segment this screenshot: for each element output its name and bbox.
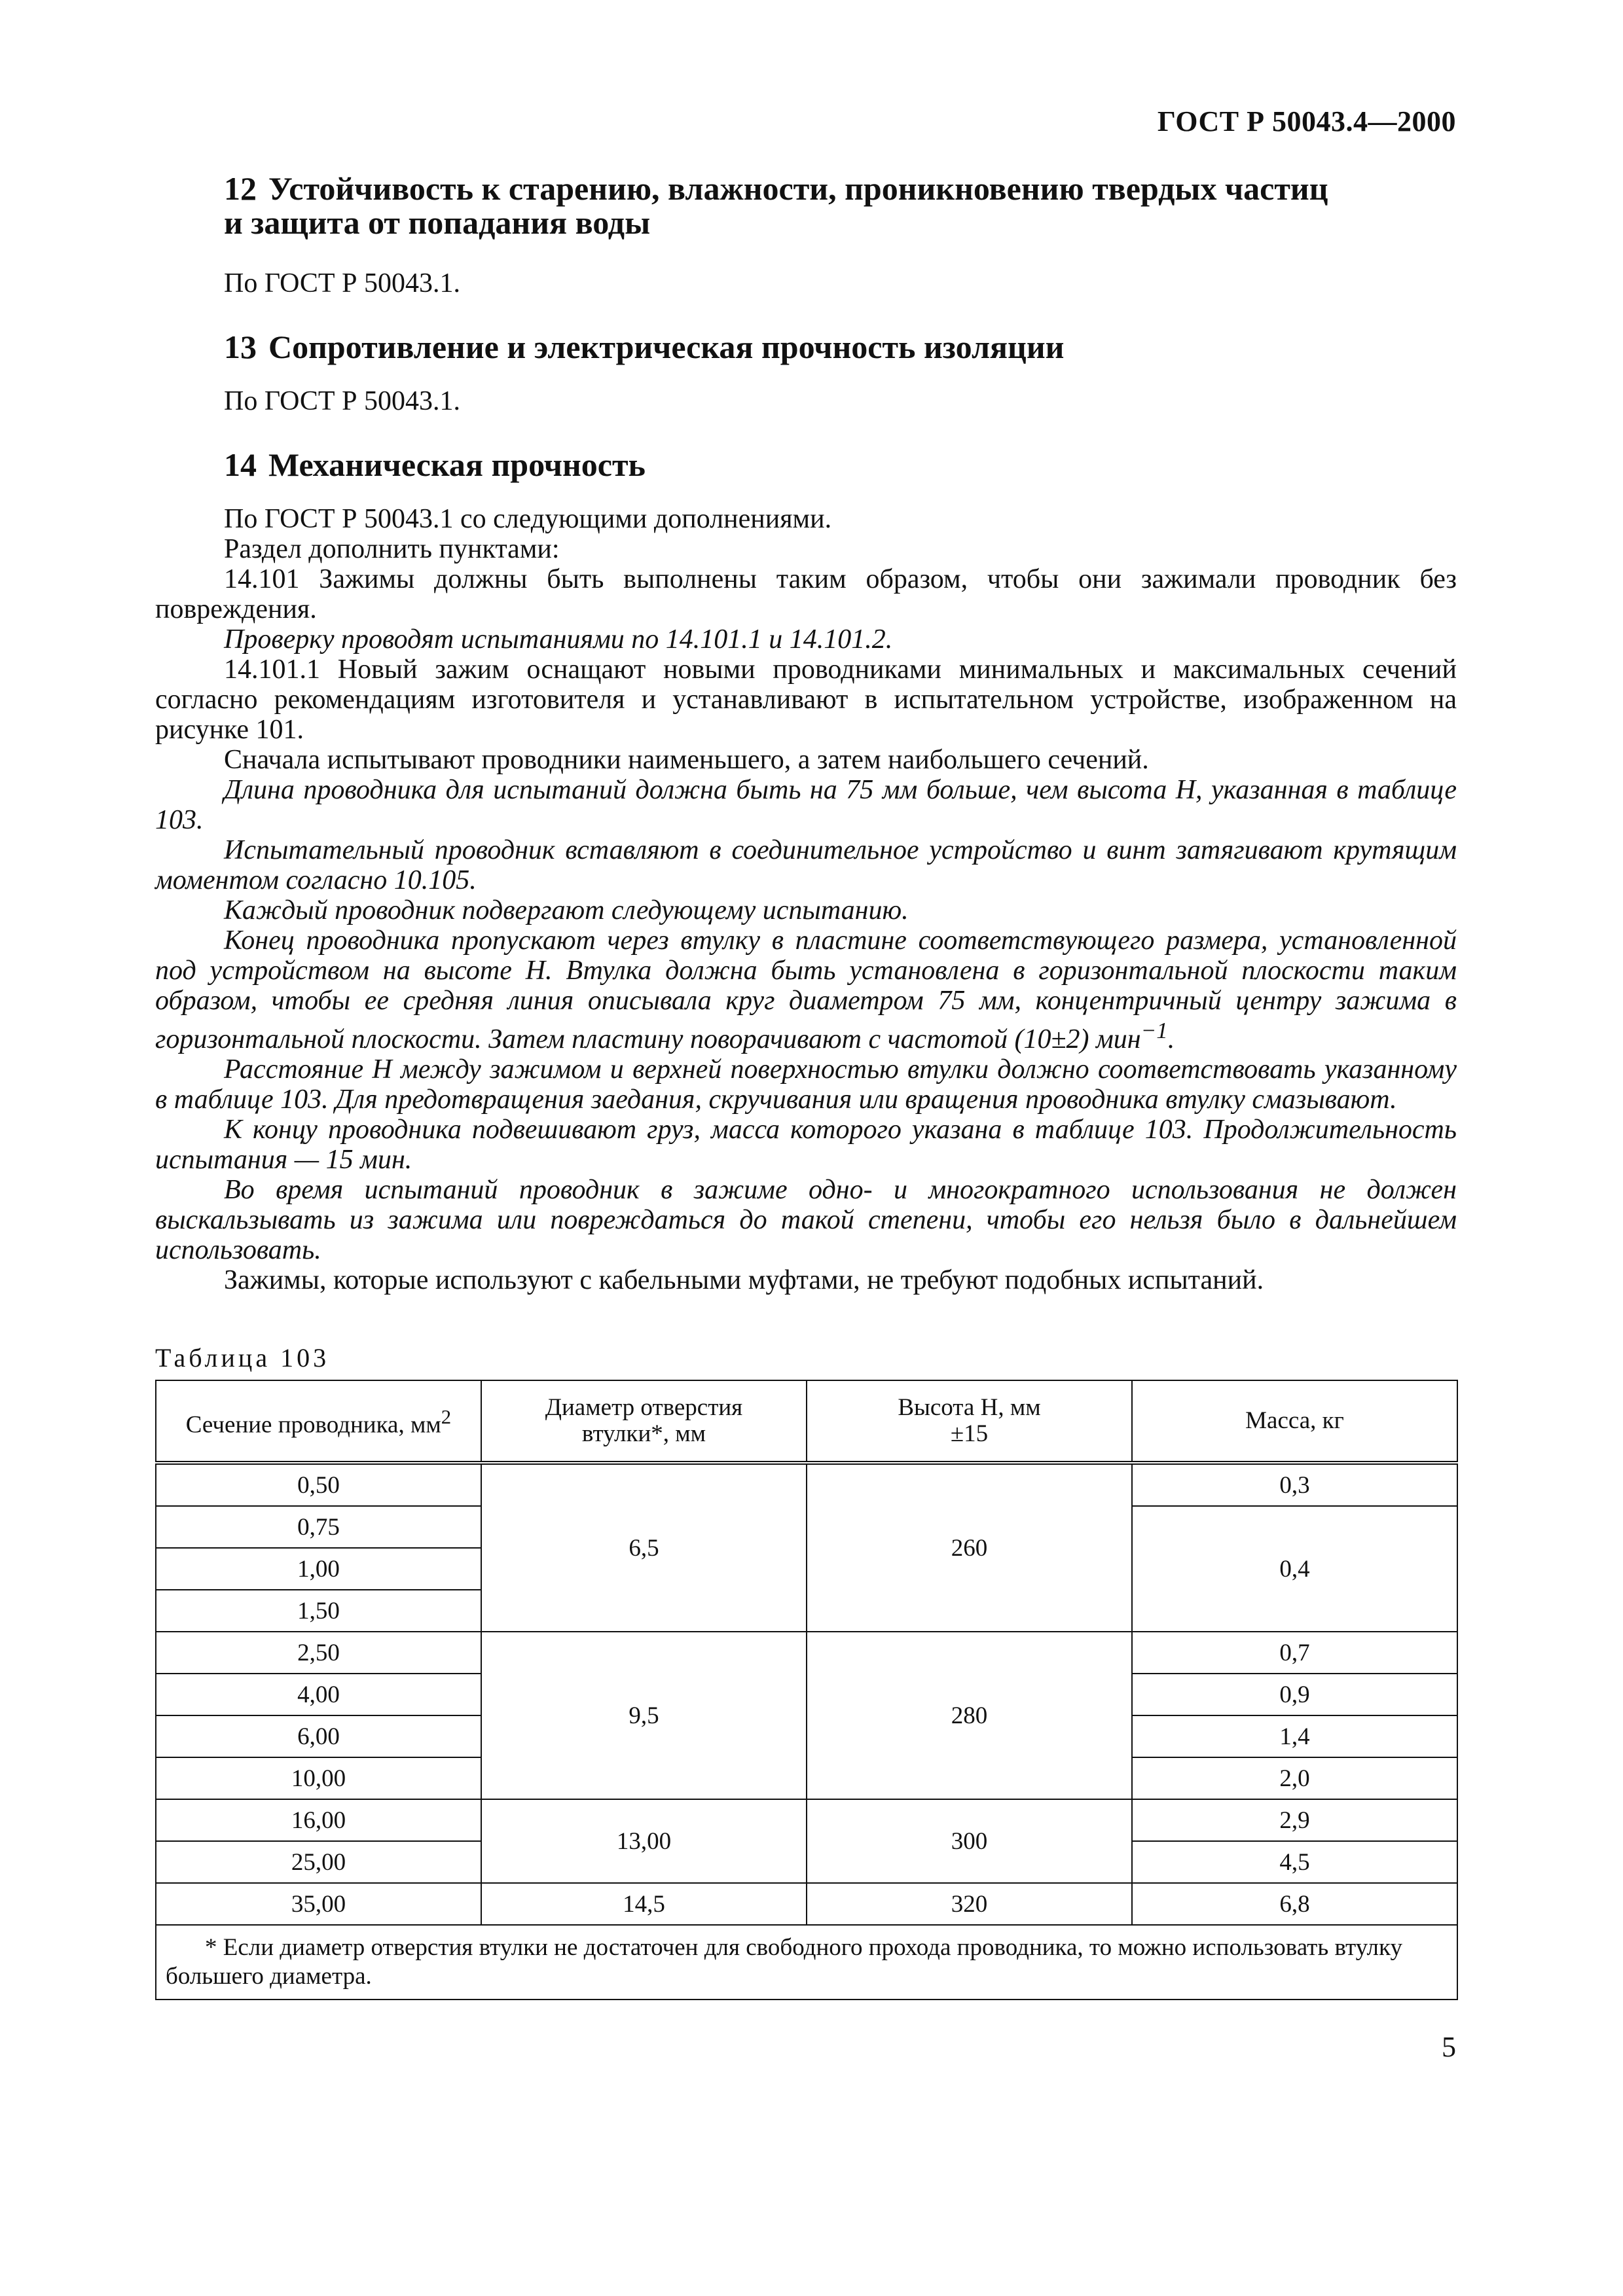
cell-height: 260 <box>807 1463 1132 1632</box>
table-103 <box>155 1380 1458 2000</box>
paragraph: К концу проводника подвешивают груз, масса которого указана в таблице 103. Продолжительность испытания — 15 мин. <box>155 1115 1457 1175</box>
paragraph: Проверку проводят испытаниями по 14.101.1 и 14.101.2. <box>224 624 893 655</box>
cell-section: 16,00 <box>156 1799 481 1841</box>
cell-section: 10,00 <box>156 1757 481 1799</box>
header-hole-diameter: Диаметр отверстия втулки*, мм <box>481 1380 807 1463</box>
page-content <box>155 171 1457 2000</box>
paragraph: Каждый проводник подвергают следующему испытанию. <box>224 895 909 925</box>
cell-section: 0,50 <box>156 1463 481 1506</box>
section-13 <box>155 330 1457 416</box>
cell-mass: 2,0 <box>1132 1757 1457 1799</box>
section-title: Механическая прочность <box>268 446 646 483</box>
paragraph: Расстояние H между зажимом и верхней поверхностью втулки должно соответствовать указанному в таблице 103. Для предотвращения заедания, скручивания или вращения проводника втулку смазывают. <box>155 1054 1457 1115</box>
paragraph: Раздел дополнить пунктами: <box>224 534 560 564</box>
cell-mass: 0,4 <box>1132 1506 1457 1632</box>
cell-section: 6,00 <box>156 1715 481 1757</box>
table-header-row <box>156 1380 1457 1463</box>
cell-height: 300 <box>807 1799 1132 1883</box>
section-number: 14 <box>224 446 257 483</box>
section-12 <box>155 171 1457 298</box>
cell-mass: 4,5 <box>1132 1841 1457 1883</box>
cell-mass: 0,3 <box>1132 1463 1457 1506</box>
header-cross-section: Сечение проводника, $мм^2$ <box>156 1380 481 1463</box>
header-height: Высота H, мм ±15 <box>807 1380 1132 1463</box>
section-12-heading <box>155 171 1457 240</box>
table-footnote-row <box>156 1925 1457 2000</box>
table-row <box>156 1632 1457 1674</box>
paragraph-rotation: Конец проводника пропускают через втулку в пластине соответствующего размера, установленной под устройством на высоте H. Втулка должна быть установлена в горизонтальной плоскости таким образом, чтобы ее средняя линия описывала круг диаметром 75 мм, концентричный центру зажима в горизонтальной плоскости. Затем пластину поворачивают с частотой (10±2) мин$^{-1}$. <box>155 925 1457 1054</box>
table-footnote: * Если диаметр отверстия втулки не достаточен для свободного прохода проводника, то можно использовать втулку большего диаметра. <box>156 1925 1457 2000</box>
section-14 <box>155 448 1457 1295</box>
cell-mass: 0,9 <box>1132 1674 1457 1715</box>
section-13-heading <box>155 330 1457 364</box>
cell-diameter: 13,00 <box>481 1799 807 1883</box>
cell-section: 25,00 <box>156 1841 481 1883</box>
cell-section: 0,75 <box>156 1506 481 1548</box>
cell-section: 2,50 <box>156 1632 481 1674</box>
cell-section: 1,50 <box>156 1590 481 1632</box>
paragraph: Во время испытаний проводник в зажиме одно- и многократного использования не должен выскальзывать из зажима или повреждаться до такой степени, чтобы его нельзя было в дальнейшем использовать. <box>155 1175 1457 1265</box>
table-row <box>156 1463 1457 1506</box>
cell-diameter: 9,5 <box>481 1632 807 1799</box>
paragraph: Длина проводника для испытаний должна быть на 75 мм больше, чем высота H, указанная в таблице 103. <box>155 775 1457 835</box>
cell-diameter: 6,5 <box>481 1463 807 1632</box>
section-12-text: По ГОСТ Р 50043.1. <box>224 268 460 298</box>
paragraph: 14.101.1 Новый зажим оснащают новыми проводниками минимальных и максимальных сечений согласно рекомендациям изготовителя и устанавливают в испытательном устройстве, изображенном на рисунке 101. <box>155 655 1457 745</box>
cell-section: 4,00 <box>156 1674 481 1715</box>
paragraph-text: Конец проводника пропускают через втулку в пластине соответствующего размера, установленной под устройством на высоте H. Втулка должна быть установлена в горизонтальной плоскости таким образом, чтобы ее средняя линия описывала круг диаметром 75 мм, концентричный центру зажима в горизонтальной плоскости. Затем пластину поворачивают с частотой (10±2) мин <box>155 925 1457 1054</box>
cell-diameter: 14,5 <box>481 1883 807 1925</box>
cell-section: 1,00 <box>156 1548 481 1590</box>
document-code-header: ГОСТ Р 50043.4—2000 <box>1157 105 1456 137</box>
section-13-text: По ГОСТ Р 50043.1. <box>224 386 460 416</box>
section-title: Сопротивление и электрическая прочность изоляции <box>268 329 1065 365</box>
section-14-body <box>155 504 1457 1295</box>
cell-mass: 1,4 <box>1132 1715 1457 1757</box>
section-number: 13 <box>224 329 257 365</box>
cell-mass: 6,8 <box>1132 1883 1457 1925</box>
cell-height: 280 <box>807 1632 1132 1799</box>
page-number: 5 <box>1442 2031 1456 2063</box>
paragraph: Испытательный проводник вставляют в соединительное устройство и винт затягивают крутящим моментом согласно 10.105. <box>155 835 1457 895</box>
table-caption: Таблица 103 <box>155 1343 330 1372</box>
cell-mass: 0,7 <box>1132 1632 1457 1674</box>
paragraph: Зажимы, которые используют с кабельными муфтами, не требуют подобных испытаний. <box>224 1265 1264 1295</box>
section-title-line2: и защита от попадания воды <box>224 204 651 241</box>
section-number: 12 <box>224 170 257 207</box>
table-row <box>156 1883 1457 1925</box>
cell-mass: 2,9 <box>1132 1799 1457 1841</box>
section-title-line1: Устойчивость к старению, влажности, проникновению твердых частиц <box>268 170 1328 207</box>
paragraph: По ГОСТ Р 50043.1 со следующими дополнениями. <box>224 504 832 534</box>
table-row <box>156 1799 1457 1841</box>
paragraph: Сначала испытывают проводники наименьшего, а затем наибольшего сечений. <box>224 745 1149 775</box>
frequency-superscript: −1 <box>1140 1018 1168 1043</box>
cell-height: 320 <box>807 1883 1132 1925</box>
paragraph: 14.101 Зажимы должны быть выполнены таким образом, чтобы они зажимали проводник без повреждения. <box>155 564 1457 624</box>
cell-section: 35,00 <box>156 1883 481 1925</box>
section-14-heading <box>155 448 1457 482</box>
header-mass: Масса, кг <box>1132 1380 1457 1463</box>
